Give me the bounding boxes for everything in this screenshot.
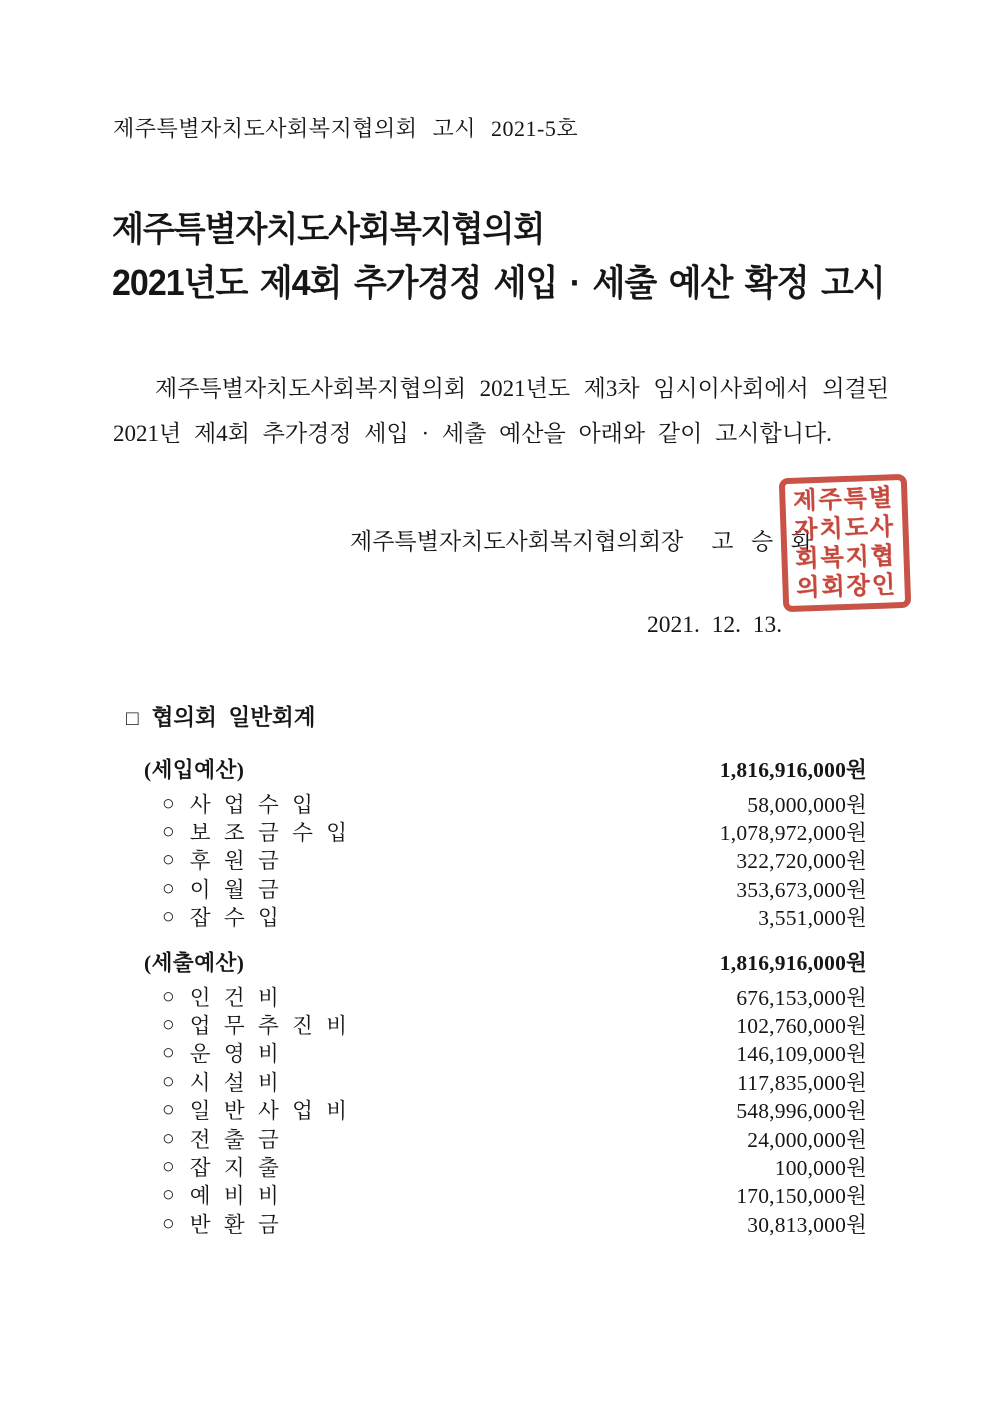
item-amount: 30,813,000원 <box>747 1212 867 1237</box>
table-row <box>144 789 867 817</box>
circle-bullet-icon: ○ <box>162 847 175 872</box>
document-title-main: 2021년도 제4회 추가경정 세입 · 세출 예산 확정 고시 <box>112 263 885 304</box>
official-seal-stamp <box>779 474 912 612</box>
circle-bullet-icon: ○ <box>162 819 175 844</box>
notice-date: 2021. 12. 13. <box>647 612 783 638</box>
circle-bullet-icon: ○ <box>162 1182 175 1207</box>
table-row <box>144 982 867 1010</box>
table-row <box>144 1181 867 1209</box>
item-label: 잡 수 입 <box>189 906 279 931</box>
item-label: 시 설 비 <box>189 1070 279 1095</box>
table-row <box>144 874 867 902</box>
expense-total-amount: 1,816,916,000원 <box>719 951 867 975</box>
item-amount: 102,760,000원 <box>736 1014 867 1039</box>
document-title-org: 제주특별자치도사회복지협의회 <box>112 209 545 249</box>
item-label: 운 영 비 <box>189 1042 279 1067</box>
notice-number: 제주특별자치도사회복지협의회 고시 2021-5호 <box>113 116 579 141</box>
item-label: 이 월 금 <box>189 877 279 902</box>
table-row <box>144 903 867 931</box>
item-amount: 1,078,972,000원 <box>719 821 867 846</box>
item-label: 인 건 비 <box>189 985 279 1010</box>
item-label: 보 조 금 수 입 <box>189 821 348 846</box>
item-label: 업 무 추 진 비 <box>189 1014 348 1039</box>
signer-name: 고 승 화 <box>711 529 815 554</box>
circle-bullet-icon: ○ <box>162 1210 175 1235</box>
table-row <box>144 1124 867 1152</box>
table-row <box>144 1010 867 1038</box>
item-label: 일 반 사 업 비 <box>189 1099 348 1124</box>
item-label: 사 업 수 입 <box>189 792 313 817</box>
table-row <box>144 817 867 845</box>
circle-bullet-icon: ○ <box>162 1154 175 1179</box>
seal-text-row: 회복지협 <box>794 542 897 573</box>
seal-text-row: 자치도사 <box>793 513 896 544</box>
section-header <box>126 700 315 732</box>
income-header-label: (세입예산) <box>144 758 245 782</box>
circle-bullet-icon: ○ <box>162 1012 175 1037</box>
square-box-icon: □ <box>126 706 139 730</box>
signer-title: 제주특별자치도사회복지협의회장 <box>350 529 684 554</box>
item-amount: 548,996,000원 <box>736 1099 867 1124</box>
section-title: 협의회 일반회계 <box>151 705 316 730</box>
expense-header-label: (세출예산) <box>144 951 245 975</box>
item-amount: 24,000,000원 <box>747 1127 867 1152</box>
seal-text-row: 의회장인 <box>795 571 898 602</box>
table-row <box>144 1209 867 1237</box>
item-label: 전 출 금 <box>189 1127 279 1152</box>
item-amount: 170,150,000원 <box>736 1184 867 1209</box>
item-amount: 353,673,000원 <box>736 877 867 902</box>
table-row <box>144 1152 867 1180</box>
income-total-amount: 1,816,916,000원 <box>719 758 867 782</box>
income-header-row <box>144 752 867 785</box>
circle-bullet-icon: ○ <box>162 1097 175 1122</box>
item-amount: 3,551,000원 <box>758 906 867 931</box>
item-label: 후 원 금 <box>189 849 279 874</box>
item-label: 잡 지 출 <box>189 1156 279 1181</box>
table-row <box>144 1039 867 1067</box>
item-amount: 58,000,000원 <box>747 792 867 817</box>
circle-bullet-icon: ○ <box>162 1040 175 1065</box>
circle-bullet-icon: ○ <box>162 983 175 1008</box>
expense-budget-section <box>144 945 867 1238</box>
income-budget-section <box>144 752 867 931</box>
circle-bullet-icon: ○ <box>162 875 175 900</box>
circle-bullet-icon: ○ <box>162 1125 175 1150</box>
item-amount: 676,153,000원 <box>736 985 867 1010</box>
table-row <box>144 1067 867 1095</box>
item-label: 예 비 비 <box>189 1184 279 1209</box>
seal-text-row: 제주특별 <box>792 484 895 515</box>
item-amount: 117,835,000원 <box>737 1070 867 1095</box>
table-row <box>144 1096 867 1124</box>
expense-header-row <box>144 945 867 978</box>
circle-bullet-icon: ○ <box>162 790 175 815</box>
circle-bullet-icon: ○ <box>162 1068 175 1093</box>
signature-line <box>350 523 815 556</box>
item-amount: 146,109,000원 <box>736 1042 867 1067</box>
item-amount: 100,000원 <box>774 1156 867 1181</box>
table-row <box>144 846 867 874</box>
circle-bullet-icon: ○ <box>162 904 175 929</box>
item-label: 반 환 금 <box>189 1212 279 1237</box>
body-paragraph: 제주특별자치도사회복지협의회 2021년도 제3차 임시이사회에서 의결된 2021년 제4회 추가경정 세입 · 세출 예산을 아래와 같이 고시합니다. <box>113 376 889 446</box>
item-amount: 322,720,000원 <box>736 849 867 874</box>
